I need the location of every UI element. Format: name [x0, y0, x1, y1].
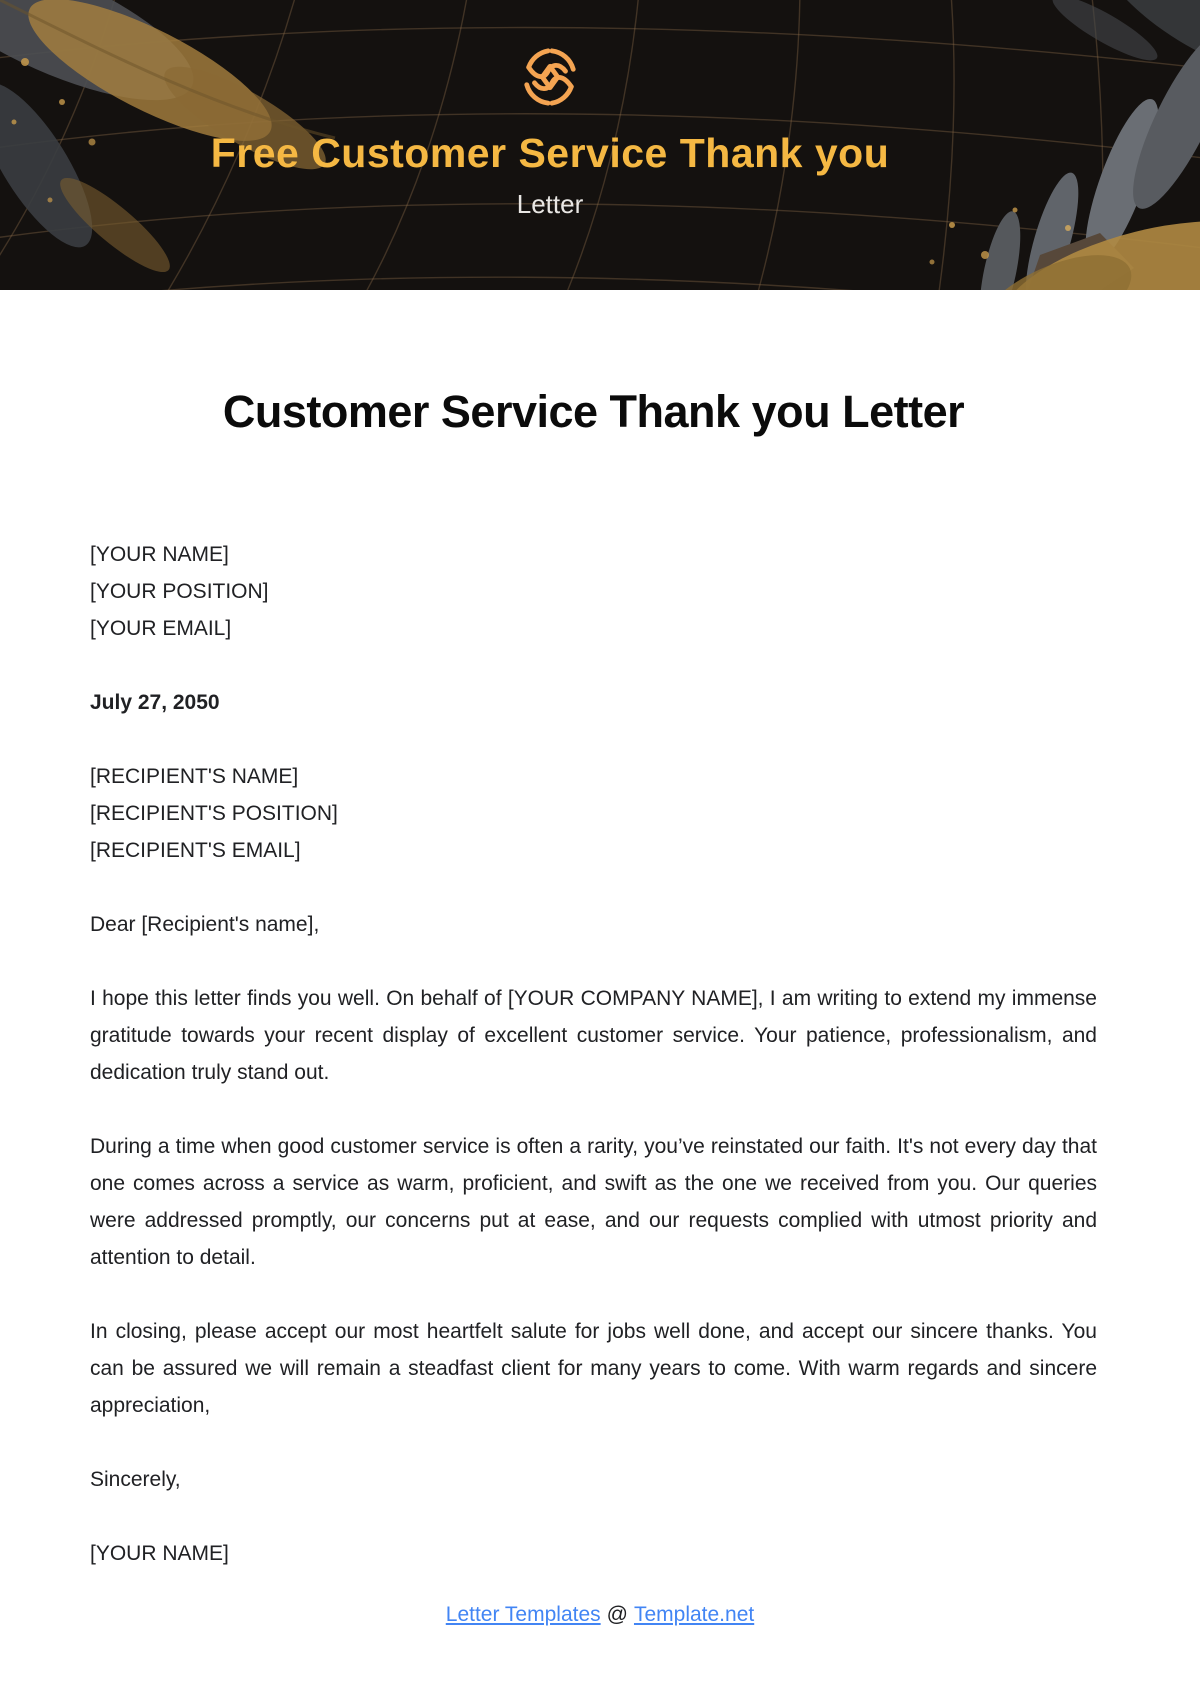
recipient-position: [RECIPIENT'S POSITION] [90, 802, 338, 825]
hero-content [0, 0, 1200, 219]
date-block [90, 684, 1097, 721]
paragraph-1: I hope this letter finds you well. On behalf of [YOUR COMPANY NAME], I am writing to extend my immense gratitude towards your recent display of excellent customer service. Your patience, professionalism, and dedication truly stand out. [90, 987, 1097, 1084]
recipient-email: [RECIPIENT'S EMAIL] [90, 839, 301, 862]
brand-logo-icon [519, 46, 581, 108]
recipient-name: [RECIPIENT'S NAME] [90, 765, 299, 788]
footer-separator: @ [606, 1603, 628, 1626]
closing-block [90, 1461, 1097, 1498]
sender-position: [YOUR POSITION] [90, 580, 269, 603]
document-title: Customer Service Thank you Letter [222, 386, 965, 437]
salutation-line: Dear [Recipient's name], [90, 913, 320, 936]
salutation [90, 906, 1097, 943]
sender-name: [YOUR NAME] [90, 543, 229, 566]
closing-line: Sincerely, [90, 1468, 181, 1491]
template-net-link[interactable]: Template.net [633, 1603, 755, 1626]
letter-body [0, 386, 1200, 1572]
letter-templates-link[interactable]: Letter Templates [445, 1603, 601, 1626]
signature-name: [YOUR NAME] [90, 1542, 229, 1565]
hero-header [0, 0, 1200, 290]
paragraph-2: During a time when good customer service is often a rarity, you’ve reinstated our faith. It's not every day that one comes across a service as warm, proficient, and swift as the one we received from you. Our queries were addressed promptly, our concerns put at ease, and our requests complied with utmost priority and attention to detail. [90, 1135, 1097, 1269]
letter-date: July 27, 2050 [90, 691, 220, 714]
hero-subtitle: Letter [516, 189, 584, 219]
hero-title: Free Customer Service Thank you [210, 130, 890, 176]
sender-email: [YOUR EMAIL] [90, 617, 232, 640]
paragraph-3: In closing, please accept our most heartfelt salute for jobs well done, and accept our sincere thanks. You can be assured we will remain a steadfast client for many years to come. With warm regards and sincere appreciation, [90, 1320, 1097, 1417]
sender-block [90, 536, 1097, 647]
footer [0, 1600, 1200, 1630]
signature-block [90, 1535, 1097, 1572]
recipient-block [90, 758, 1097, 869]
